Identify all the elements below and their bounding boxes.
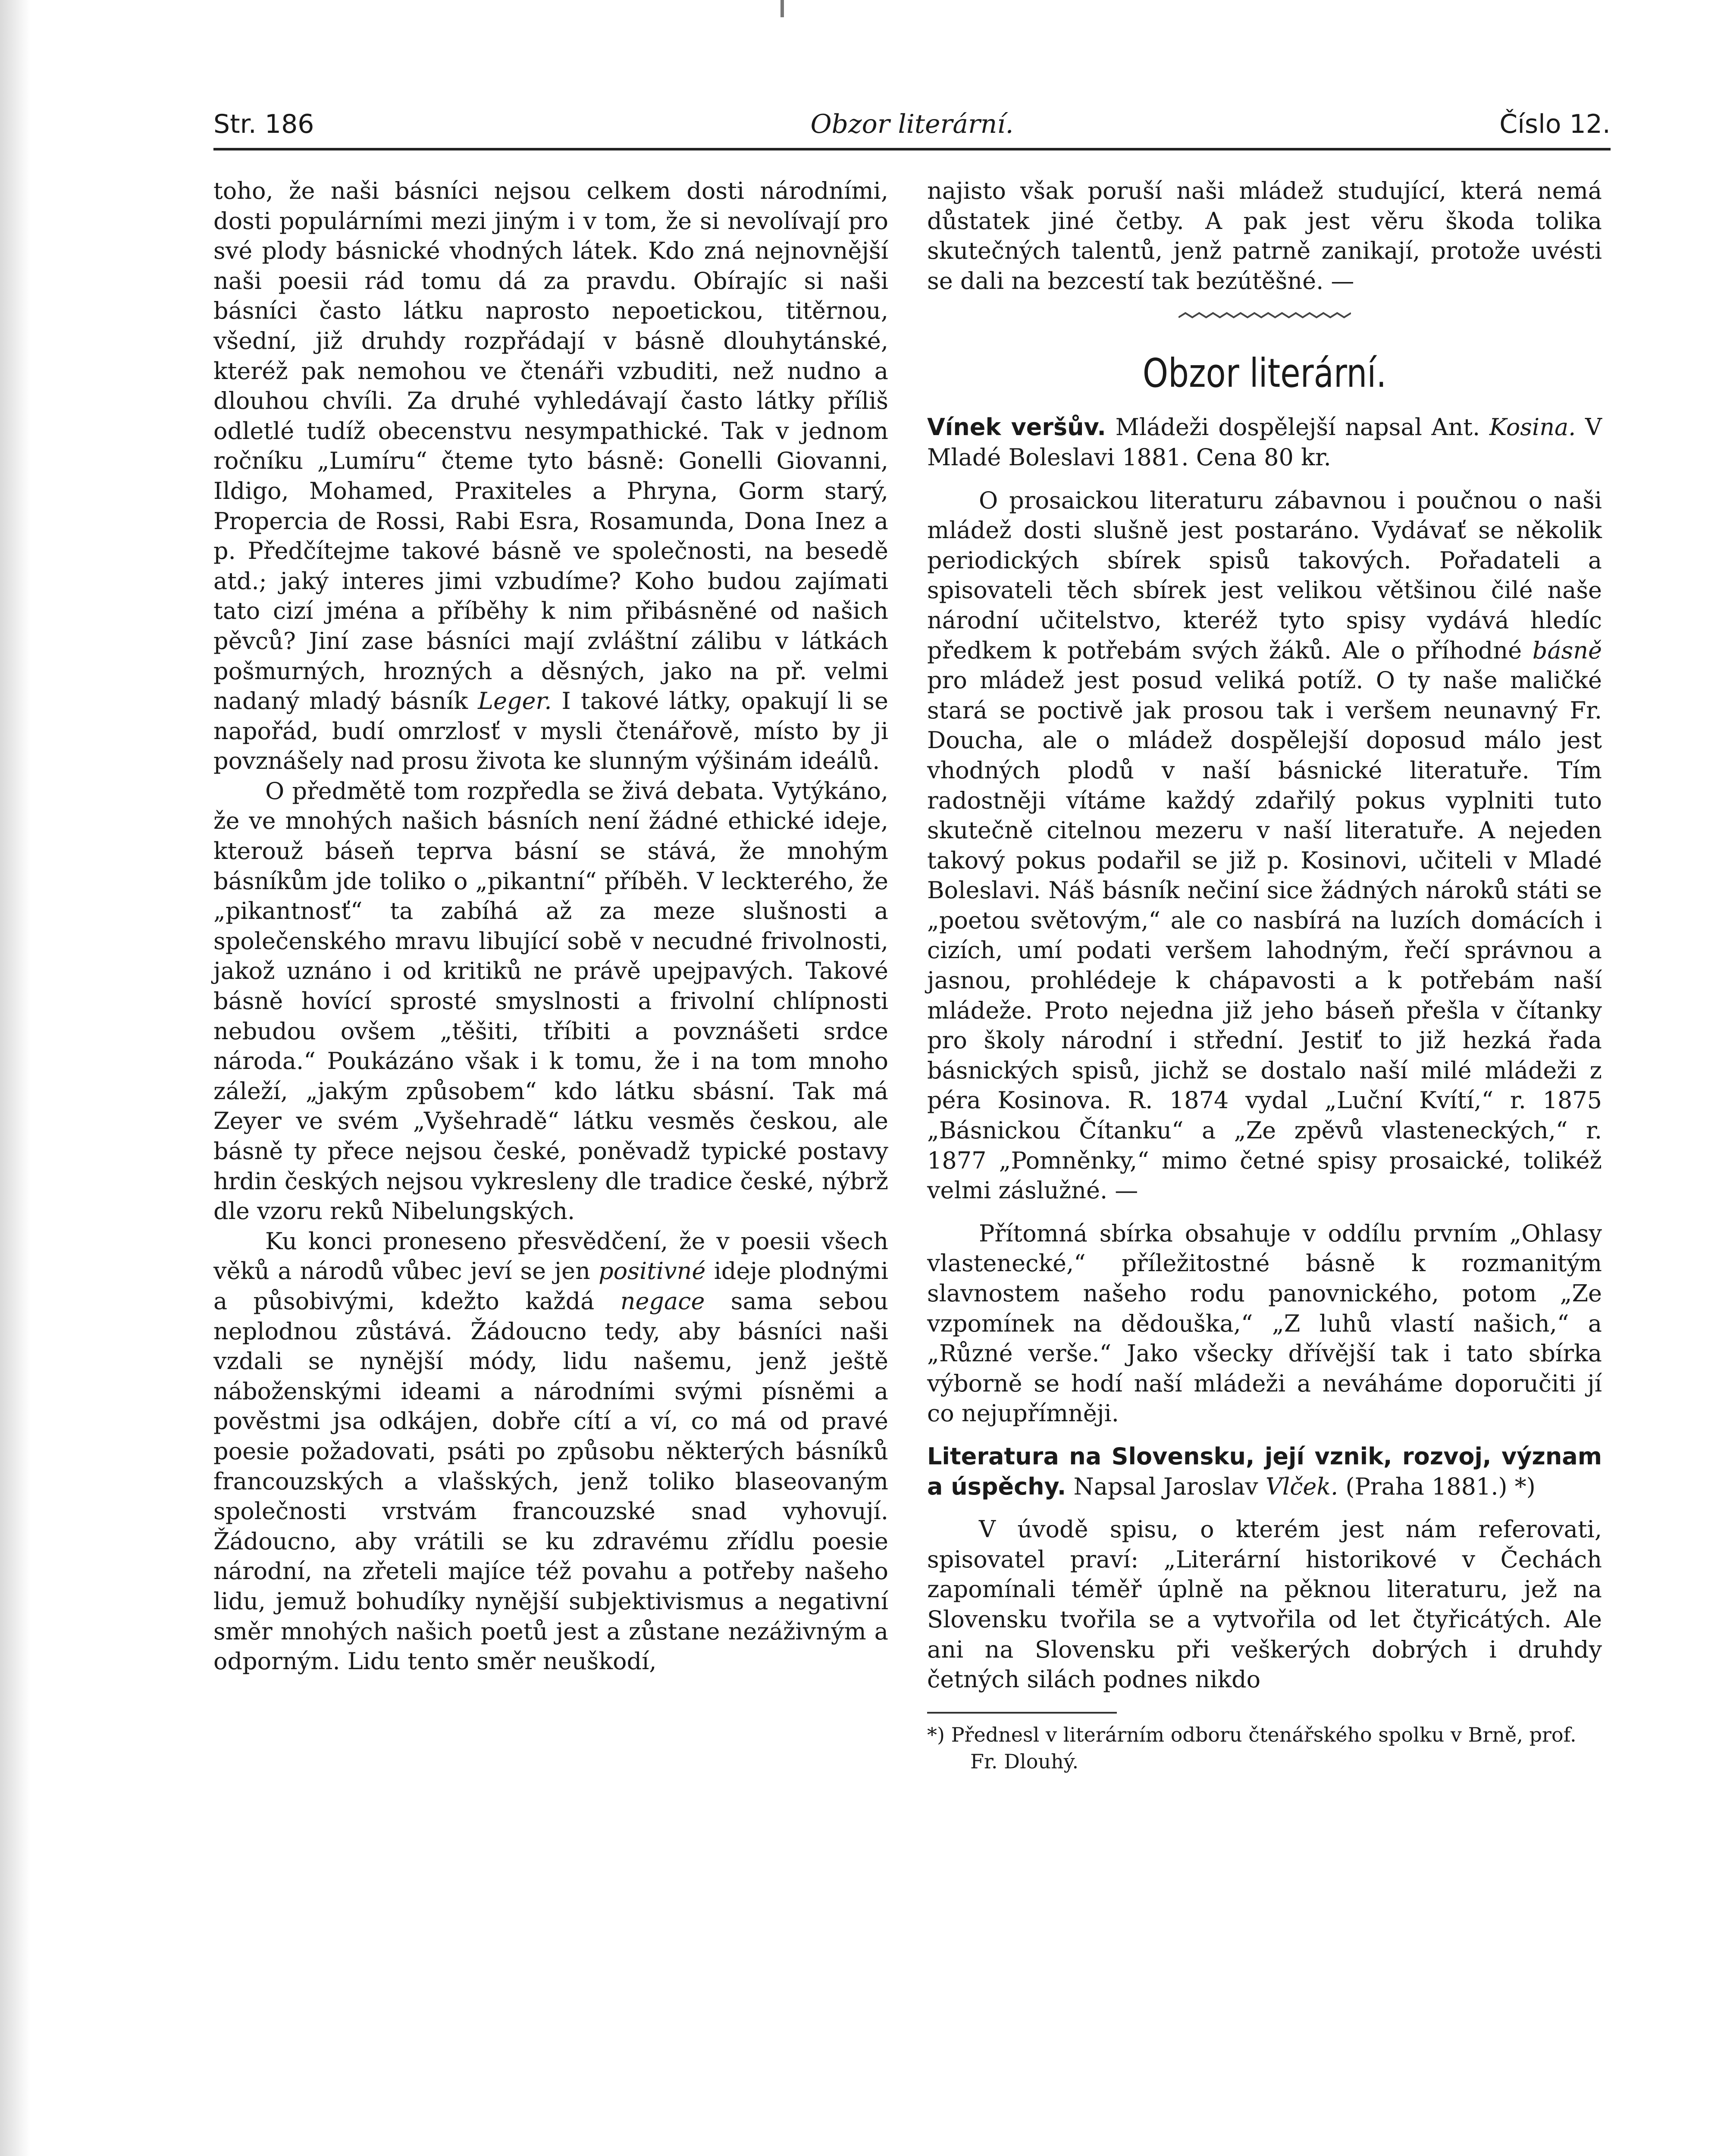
left-column <box>213 176 888 1677</box>
left-paragraph-3: Ku konci proneseno přesvědčení, že v poesii všech věků a národů vůbec jeví se jen positivné ideje plodnými a působivými, kdežto každá negace sama sebou neplodnou zůstává. Žádoucno tedy, aby básníci naši vzdali se nynější módy, lidu našemu, jenž ještě náboženskými ideami a národními svými písněmi a pověstmi jsa odkájen, dobře cítí a ví, co má od pravé poesie požadovati, psáti po způsobu některých básníků francouzských a vlašských, jenž toliko blaseovaným společnosti vrstvám francouzské snad vyhovují. Žádoucno, aby vrátili se ku zdravému zřídlu poesie národní, na zřeteli majíce též povahu a potřeby našeho lidu, jemuž bohudíky nynější subjektivismus a negativní směr mnohých našich poetů jest a zůstane nezáživným a odporným. Lidu tento směr neuškodí, <box>213 1227 888 1675</box>
page-number: Str. 186 <box>213 109 314 139</box>
poet-name: Leger. <box>478 687 552 715</box>
right-paragraph-0: najisto však poruší naši mládež studující, která nemá důstatek jiné četby. A pak jest věru škoda tolika skutečných talentů, jenž patrně zanikají, protože uvésti se dali na bezcestí tak bezútěšné. — <box>927 177 1602 295</box>
running-header <box>213 103 1611 150</box>
issue-number: Číslo 12. <box>1499 109 1611 139</box>
section-heading: Obzor literární. <box>1142 350 1387 397</box>
footnote: *) Přednesl v literárním odboru čtenářského spolku v Brně, prof. Fr. Dlouhý. <box>927 1723 1577 1773</box>
review-1-title: Vínek veršův. <box>927 414 1106 441</box>
review-2-paragraph-1: V úvodě spisu, o kterém jest nám referovati, spisovatel praví: „Literární historikové v Čechách zapomínali téměř úplně na pěknou literaturu, jež na Slovensku tvořila se a vytvořila od let čtyřicátých. Ale ani na Slovensku při veškerých dobrých i druhdy četných silách podnes nikdo <box>927 1516 1602 1693</box>
journal-title: Obzor literární. <box>810 109 1014 139</box>
page-edge-shadow <box>0 0 30 2156</box>
footnote-rule <box>927 1712 1117 1714</box>
right-column <box>927 176 1602 1775</box>
review-2-title: Literatura na Slovensku, její vznik, rozvoj, význam a úspěchy. <box>927 1442 1602 1500</box>
header-rule <box>213 148 1611 150</box>
ornamental-divider <box>927 309 1602 326</box>
left-paragraph-1: toho, že naši básníci nejsou celkem dosti národními, dosti populárními mezi jiným i v tom, že si nevolívají pro své plody básnické vhodných látek. Kdo zná nejnovnější naši poesii rád tomu dá za pravdu. Obírajíc si naši básníci často látku naprosto nepoetickou, titěrnou, všední, již druhdy rozpřádají v básně dlouhytánské, kteréž pak nemohou ve čtenáři vzbuditi, než nudno a dlouhou chvíli. Za druhé vyhledávají často látky příliš odletlé tudíž obecenstvu nesympathické. Tak v jednom ročníku „Lumíru“ čteme tyto básně: Gonelli Giovanni, Ildigo, Mohamed, Praxiteles a Phryna, Gorm starý, Propercia de Rossi, Rabi Esra, Rosamunda, Dona Inez a p. Předčítejme takové básně ve společnosti, na besedě atd.; jaký interes jimi vzbudíme? Koho budou zajímati tato cizí jména a příběhy k nim přibásněné od našich pěvců? Jiní zase básníci mají zvláštní zálibu v látkách pošmurných, hrozných a děsných, jako na př. velmi nadaný mladý básník Leger. I takové látky, opakují li se napořád, budí omrzlosť v mysli čtenářově, místo by ji povznášely nad prosu života ke slunným výšinám ideálů. <box>213 177 888 775</box>
binding-mark <box>780 0 784 17</box>
review-1-paragraph-1: O prosaickou literaturu zábavnou i poučnou o naši mládež dosti slušně jest postaráno. Vydávať se několik periodických sbírek spisů takových. Pořadateli a spisovateli těch sbírek jest velikou většinou čilé naše národní učitelstvo, kteréž tyto spisy vydává hledíc předkem k potřebám svých žáků. Ale o příhodné básně pro mládež jest posud veliká potíž. O ty naše maličké stará se poctivě jak prosou tak i veršem neunavný Fr. Doucha, ale o mládež dospělejší doposud málo jest vhodných plodů v naší básnické literatuře. Tím radostněji vítáme každý zdařilý pokus vyplniti tuto skutečně citelnou mezeru v naší literatuře. A nejeden takový pokus podařil se již p. Kosinovi, učiteli v Mladé Boleslavi. Náš básník nečiní sice žádných nároků státi se „poetou světovým,“ ale co nasbírá na luzích domácích i cizích, umí podati veršem lahodným, řečí správnou a jasnou, prohlédeje k chápavosti a k potřebám naší mládeže. Proto nejedna již jeho báseň přešla v čítanky pro školy národní i střední. Jestiť to již hezká řada básnických spisů, jichž se dostalo naší milé mládeži z péra Kosinova. R. 1874 vydal „Luční Kvítí,“ r. 1875 „Básnickou Čítanku“ a „Ze zpěvů vlasteneckých,“ r. 1877 „Pomněnky,“ mimo četné spisy prosaické, tolikéž velmi záslužné. — <box>927 486 1602 1204</box>
review-2-heading: Literatura na Slovensku, její vznik, rozvoj, význam a úspěchy. Napsal Jaroslav Vlček. (Praha 1881.) *) <box>927 1442 1602 1500</box>
left-paragraph-2: O předmětě tom rozpředla se živá debata. Vytýkáno, že ve mnohých našich básních není žádné ethické ideje, kterouž báseň teprva básní se stává, že mnohým básníkům jde toliko o „pikantní“ příběh. V leckterého, že „pikantnosť“ ta zabíhá až za meze slušnosti a společenského mravu libující sobě v necudné frivolnosti, jakož uznáno i od kritiků ne právě upejpavých. Takové básně hovící sprosté smyslnosti a frivolní chlípnosti nebudou ovšem „těšiti, tříbiti a povznášeti srdce národa.“ Poukázáno však i k tomu, že i na tom mnoho záleží, „jakým způsobem“ kdo látku sbásní. Tak má Zeyer ve svém „Vyšehradě“ látku vesměs českou, ale básně ty přece nejsou české, poněvadž typické postavy hrdin českých nejsou vykresleny dle tradice české, nýbrž dle vzoru reků Nibelungských. <box>213 777 888 1225</box>
review-1-heading: Vínek veršův. Mládeži dospělejší napsal Ant. Kosina. V Mladé Boleslavi 1881. Cena 80 kr. <box>927 414 1602 471</box>
review-1-paragraph-2: Přítomná sbírka obsahuje v oddílu prvním „Ohlasy vlastenecké,“ příležitostné básně k rozmanitým slavnostem našeho rodu panovnického, potom „Ze vzpomínek na dědouška,“ „Z luhů vlastí našich,“ a „Různé verše.“ Jako všecky dřívější tak i tato sbírka výborně se hodí naší mládeži a neváháme doporučiti jí co nejupřímněji. <box>927 1219 1602 1427</box>
